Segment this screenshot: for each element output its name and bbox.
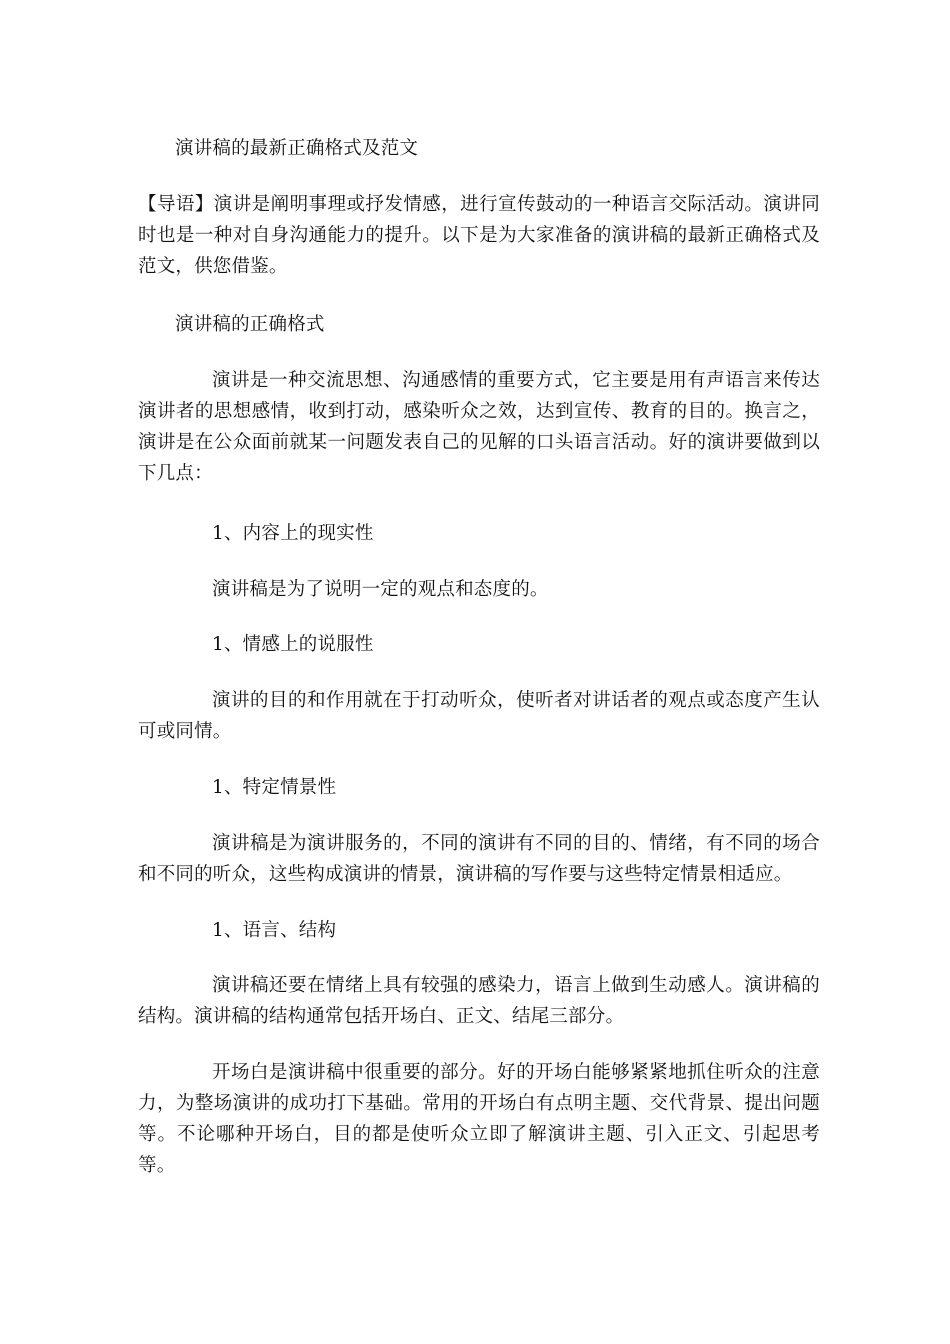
point-heading-reality: 1、内容上的现实性 (212, 523, 374, 544)
opening-paragraph: 开场白是演讲稿中很重要的部分。好的开场白能够紧紧地抓住听众的注意力，为整场演讲的成功打下基础。常用的开场白有点明主题、交代背景、提出问题等。不论哪种开场白，目的都是使听众立即了解演讲主题、引入正文、引起思考等。 (138, 1062, 820, 1176)
definition-paragraph: 演讲是一种交流思想、沟通感情的重要方式，它主要是用有声语言来传达演讲者的思想感情，收到打动，感染听众之效，达到宣传、教育的目的。换言之，演讲是在公众面前就某一问题发表自己的见解的口头语言活动。好的演讲要做到以下几点： (138, 370, 820, 484)
point-text-situation: 演讲稿是为演讲服务的，不同的演讲有不同的目的、情绪，有不同的场合和不同的听众，这些构成演讲的情景，演讲稿的写作要与这些特定情景相适应。 (138, 833, 820, 885)
point-heading-situation: 1、特定情景性 (212, 777, 337, 798)
point-text-reality: 演讲稿是为了说明一定的观点和态度的。 (212, 579, 549, 600)
point-heading-persuasion: 1、情感上的说服性 (212, 634, 374, 655)
document-title: 演讲稿的最新正确格式及范文 (175, 138, 419, 159)
intro-paragraph: 【导语】演讲是阐明事理或抒发情感，进行宣传鼓动的一种语言交际活动。演讲同时也是一种对自身沟通能力的提升。以下是为大家准备的演讲稿的最新正确格式及范文，供您借鉴。 (138, 194, 820, 277)
point-heading-language-structure: 1、语言、结构 (212, 920, 337, 941)
section-heading: 演讲稿的正确格式 (175, 314, 325, 335)
point-text-language-structure: 演讲稿还要在情绪上具有较强的感染力，语言上做到生动感人。演讲稿的结构。演讲稿的结构通常包括开场白、正文、结尾三部分。 (138, 975, 820, 1027)
point-text-persuasion: 演讲的目的和作用就在于打动听众，使听者对讲话者的观点或态度产生认可或同情。 (138, 690, 820, 742)
